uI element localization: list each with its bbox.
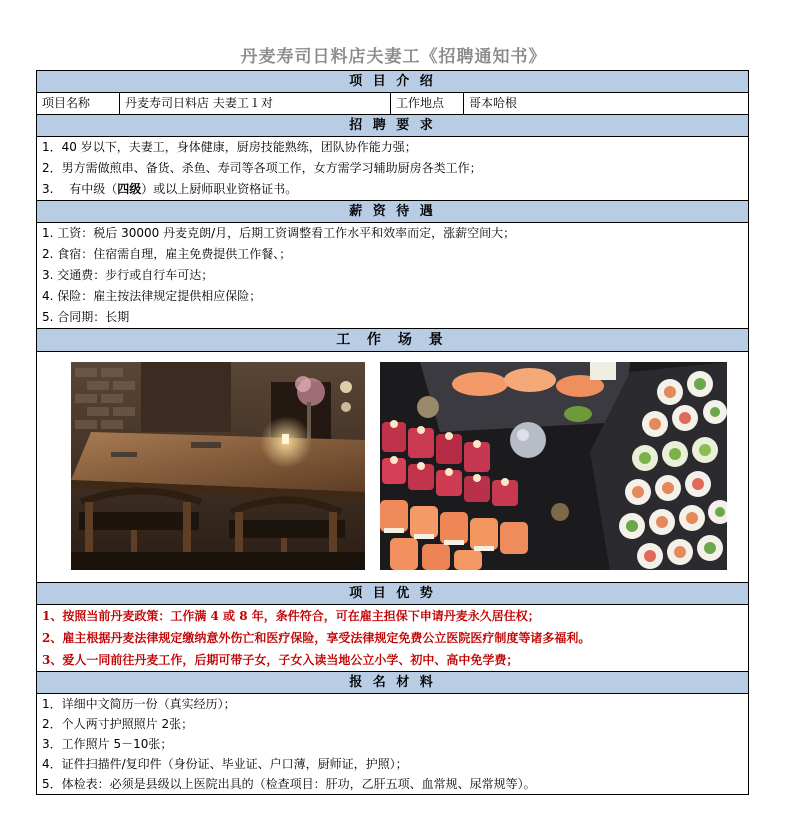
list-item: 1．40 岁以下，夫妻工，身体健康，厨房技能熟练，团队协作能力强； <box>42 140 417 154</box>
section-header-materials: 报 名 材 料 <box>37 672 748 694</box>
page-title: 丹麦寿司日料店夫妻工《招聘通知书》 <box>240 47 547 67</box>
list-item: 1、按照当前丹麦政策：工作满 4 或 8 年，条件符合，可在雇主担保下申请丹麦永久居住权； <box>42 609 540 623</box>
list-item: 3. 交通费：步行或自行车可达； <box>42 268 214 282</box>
section-header-project: 项 目 介 绍 <box>37 71 748 93</box>
project-info-row <box>37 93 748 115</box>
list-item: 5．体检表：必须是县级以上医院出具的（检查项目：肝功，乙肝五项、血常规、尿常规等）。 <box>42 777 536 791</box>
list-item-bold: 四级 <box>117 182 142 196</box>
list-item: 3、爱人一同前往丹麦工作，后期可带子女，子女入读当地公立小学、初中、高中免学费； <box>42 653 519 667</box>
advantages-list <box>37 605 748 672</box>
materials-list <box>37 694 748 794</box>
list-item: 3．工作照片 5－10张； <box>42 737 173 751</box>
section-header-salary: 薪 资 待 遇 <box>37 201 748 223</box>
list-item: 5. 合同期：长期 <box>42 310 130 324</box>
list-item: 1. 工资：税后 30000 丹麦克朗/月，后期工资调整看工作水平和效率而定，涨薪空间大； <box>42 226 516 240</box>
work-location-value: 哥本哈根 <box>469 96 518 110</box>
section-header-scene: 工 作 场 景 <box>37 329 748 352</box>
list-item: 2、雇主根据丹麦法律规定缴纳意外伤亡和医疗保险，享受法律规定免费公立医院医疗制度等诸多福利。 <box>42 631 591 645</box>
list-item: 2. 食宿：住宿需自理，雇主免费提供工作餐、； <box>42 247 292 261</box>
list-item: 1．详细中文简历一份（真实经历）； <box>42 697 236 711</box>
list-item-prefix: 3. 有中级（ <box>42 182 118 196</box>
restaurant-interior-photo <box>71 362 365 570</box>
work-location-label: 工作地点 <box>391 93 464 114</box>
list-item: 4．证件扫描件/复印件（身份证、毕业证、户口薄，厨师证，护照）； <box>42 757 408 771</box>
project-name-label: 项目名称 <box>37 93 120 114</box>
work-scene-photos <box>37 352 748 583</box>
list-item: 2．男方需做煎串、备货、杀鱼、寿司等各项工作，女方需学习辅助厨房各类工作； <box>42 161 482 175</box>
requirements-list <box>37 137 748 201</box>
recruitment-document <box>36 70 749 795</box>
section-header-requirements: 招 聘 要 求 <box>37 115 748 137</box>
list-item <box>37 179 748 200</box>
list-item-suffix: ）或以上厨师职业资格证书。 <box>141 182 298 196</box>
section-header-advantages: 项 目 优 势 <box>37 583 748 605</box>
project-name-value: 丹麦寿司日料店 夫妻工１对 <box>120 93 391 114</box>
list-item: 2．个人两寸护照照片 2张； <box>42 717 194 731</box>
salary-list <box>37 223 748 329</box>
sushi-platter-photo <box>380 362 727 570</box>
list-item: 4. 保险：雇主按法律规定提供相应保险； <box>42 289 262 303</box>
